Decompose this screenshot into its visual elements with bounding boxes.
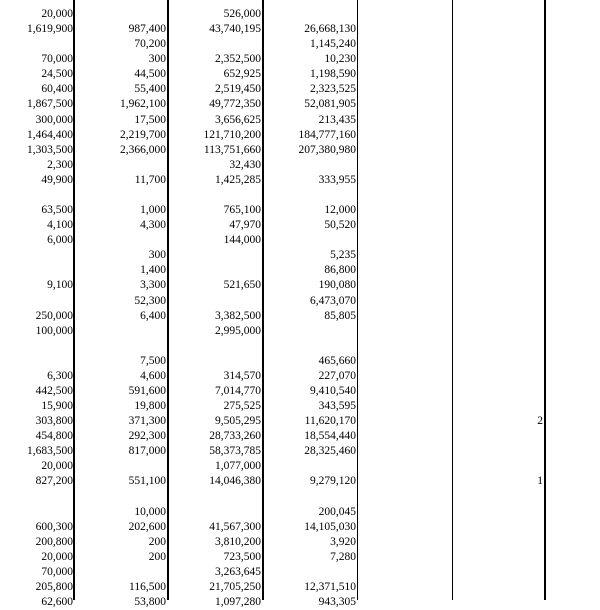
table-cell: 227,070	[318, 369, 356, 382]
table-cell: 11,620,170	[304, 415, 356, 428]
table-cell: 12,000	[324, 204, 356, 217]
table-cell: 371,300	[128, 415, 166, 428]
table-cell: 652,925	[223, 68, 261, 81]
table-cell: 10,000	[134, 505, 166, 518]
table-cell: 6,000	[47, 234, 73, 247]
table-cell: 7,500	[140, 354, 166, 367]
table-cell: 200	[148, 535, 166, 548]
table-cell: 62,600	[41, 596, 73, 609]
table-cell: 15,900	[41, 400, 73, 413]
table-cell: 2,366,000	[120, 143, 166, 156]
column-divider	[544, 0, 546, 600]
table-cell: 213,435	[318, 113, 356, 126]
table-cell: 343,595	[318, 400, 356, 413]
column-divider	[452, 0, 453, 600]
table-cell: 5,235	[330, 249, 356, 262]
table-cell: 116,500	[129, 581, 166, 594]
table-cell: 18,554,440	[304, 430, 356, 443]
table-cell: 43,740,195	[209, 23, 261, 36]
table-cell: 1,145,240	[310, 38, 356, 51]
table-cell: 70,200	[134, 38, 166, 51]
table-cell: 58,373,785	[209, 445, 261, 458]
table-cell: 113,751,660	[203, 143, 261, 156]
table-cell: 4,300	[140, 219, 166, 232]
table-cell: 300,000	[35, 113, 73, 126]
table-cell: 7,280	[330, 550, 356, 563]
table-cell: 100,000	[35, 324, 73, 337]
table-cell: 184,777,160	[298, 128, 356, 141]
table-cell: 28,733,260	[209, 430, 261, 443]
table-cell: 86,800	[324, 264, 356, 277]
table-cell: 9,279,120	[310, 475, 356, 488]
table-cell: 205,800	[35, 581, 73, 594]
table-cell: 200,045	[318, 505, 356, 518]
table-cell: 20,000	[41, 460, 73, 473]
table-cell: 49,900	[41, 173, 73, 186]
table-cell: 250,000	[35, 309, 73, 322]
column-divider	[262, 0, 264, 600]
table-cell: 2,352,500	[215, 53, 261, 66]
table-cell: 987,400	[128, 23, 166, 36]
table-cell: 70,000	[41, 565, 73, 578]
column-divider	[357, 0, 358, 600]
table-cell: 292,300	[128, 430, 166, 443]
table-cell: 121,710,200	[203, 128, 261, 141]
table-cell: 1,425,285	[215, 173, 261, 186]
table-cell: 300	[148, 53, 166, 66]
table-cell: 32,430	[229, 158, 261, 171]
table-cell: 53,800	[134, 596, 166, 609]
table-cell: 1,097,280	[215, 596, 261, 609]
table-cell: 19,800	[134, 400, 166, 413]
table-cell: 10,230	[324, 53, 356, 66]
table-cell: 3,810,200	[215, 535, 261, 548]
table-cell: 2	[537, 415, 543, 428]
table-cell: 600,300	[35, 520, 73, 533]
table-cell: 7,014,770	[215, 385, 261, 397]
table-cell: 943,305	[318, 596, 356, 609]
table-cell: 28,325,460	[304, 445, 356, 458]
table-cell: 44,500	[134, 68, 166, 81]
table-cell: 85,805	[324, 309, 356, 322]
column-divider	[167, 0, 169, 600]
table-cell: 333,955	[318, 173, 356, 186]
table-cell: 2,219,700	[120, 128, 166, 141]
table-cell: 817,000	[128, 445, 166, 458]
table-cell: 144,000	[223, 234, 261, 247]
table-cell: 4,100	[47, 219, 73, 232]
table-cell: 21,705,250	[209, 581, 261, 594]
table-cell: 827,200	[35, 475, 73, 488]
table-cell: 1,198,590	[310, 68, 356, 81]
table-cell: 1,962,100	[120, 98, 166, 111]
table-cell: 2,995,000	[215, 324, 261, 337]
table-cell: 9,505,295	[215, 415, 261, 428]
table-cell: 52,081,905	[304, 98, 356, 111]
table-cell: 1	[537, 475, 543, 488]
table-cell: 303,800	[35, 415, 73, 428]
table-cell: 3,382,500	[215, 309, 261, 322]
table-cell: 11,700	[134, 173, 166, 186]
table-cell: 2,300	[47, 158, 73, 171]
table-cell: 1,464,400	[27, 128, 73, 141]
table-cell: 3,300	[140, 279, 166, 292]
table-cell: 49,772,350	[209, 98, 261, 111]
table-cell: 1,000	[140, 204, 166, 217]
table-cell: 723,500	[223, 550, 261, 563]
table-cell: 2,519,450	[215, 83, 261, 96]
table-cell: 47,970	[229, 219, 261, 232]
table-cell: 207,380,980	[298, 143, 356, 156]
table-cell: 3,263,645	[215, 565, 261, 578]
table-cell: 6,400	[140, 309, 166, 322]
table-cell: 12,371,510	[304, 581, 356, 594]
table-cell: 41,567,300	[209, 520, 261, 533]
table-cell: 1,683,500	[27, 445, 73, 458]
table-cell: 4,600	[140, 369, 166, 382]
table-cell: 314,570	[223, 369, 261, 382]
table-cell: 20,000	[41, 8, 73, 20]
table-cell: 24,500	[41, 68, 73, 81]
table-cell: 551,100	[128, 475, 166, 488]
table-cell: 14,105,030	[304, 520, 356, 533]
table-cell: 55,400	[134, 83, 166, 96]
table-cell: 6,473,070	[310, 294, 356, 307]
table-cell: 20,000	[41, 550, 73, 563]
column-divider	[73, 0, 75, 600]
table-cell: 6,300	[47, 369, 73, 382]
table-cell: 300	[148, 249, 166, 262]
table-cell: 1,077,000	[215, 460, 261, 473]
table-cell: 63,500	[41, 204, 73, 217]
table-cell: 454,800	[35, 430, 73, 443]
table-cell: 442,500	[35, 385, 73, 397]
table-cell: 275,525	[223, 400, 261, 413]
table-cell: 14,046,380	[209, 475, 261, 488]
table-cell: 1,400	[140, 264, 166, 277]
table-cell: 70,000	[41, 53, 73, 66]
table-cell: 3,920	[330, 535, 356, 548]
table-cell: 526,000	[223, 8, 261, 20]
table-cell: 200	[148, 550, 166, 563]
table-cell: 50,520	[324, 219, 356, 232]
table-cell: 1,867,500	[27, 98, 73, 111]
table-cell: 190,080	[318, 279, 356, 292]
table-cell: 17,500	[134, 113, 166, 126]
table-cell: 60,400	[41, 83, 73, 96]
table-cell: 591,600	[128, 385, 166, 397]
table-cell: 9,100	[47, 279, 73, 292]
table-cell: 26,668,130	[304, 23, 356, 36]
table-cell: 202,600	[128, 520, 166, 533]
table-cell: 765,100	[223, 204, 261, 217]
table-cell: 465,660	[318, 354, 356, 367]
table-cell: 200,800	[35, 535, 73, 548]
table-cell: 1,619,900	[27, 23, 73, 36]
table-cell: 521,650	[223, 279, 261, 292]
table-cell: 1,303,500	[27, 143, 73, 156]
table-cell: 3,656,625	[215, 113, 261, 126]
table-cell: 2,323,525	[310, 83, 356, 96]
table-cell: 9,410,540	[310, 385, 356, 397]
table-cell: 52,300	[134, 294, 166, 307]
